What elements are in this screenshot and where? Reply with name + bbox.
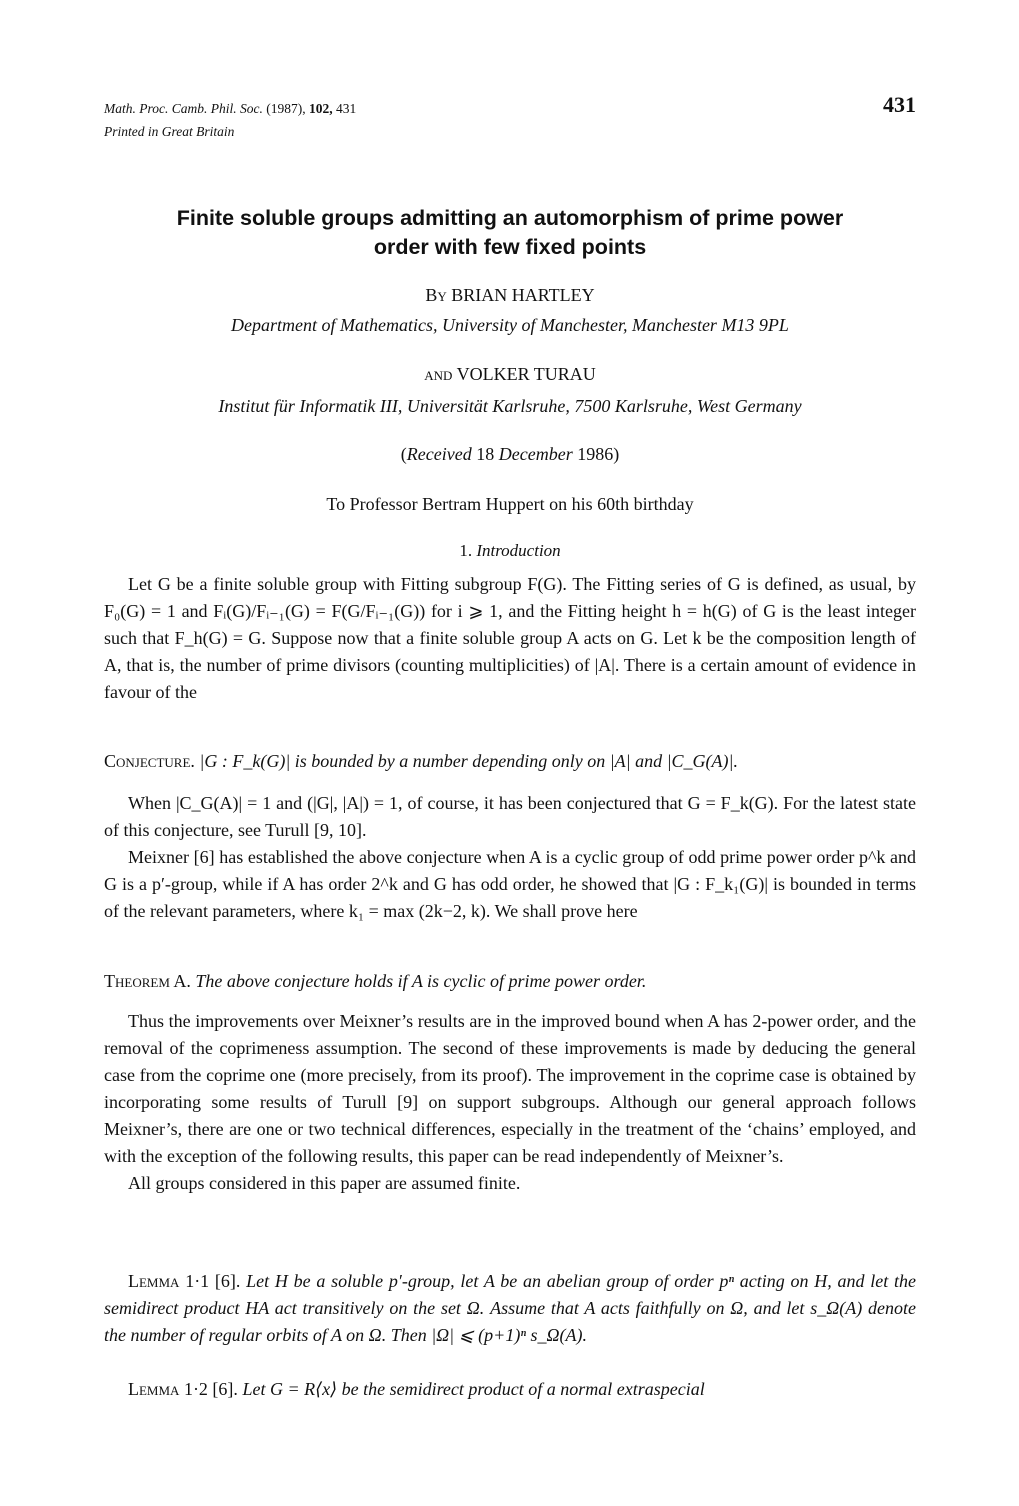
running-header	[104, 97, 356, 143]
paragraph-block-2	[104, 790, 916, 925]
section-title: Introduction	[476, 541, 561, 560]
dedication: To Professor Bertram Huppert on his 60th birthday	[326, 494, 694, 514]
conjecture-statement: |G : F_k(G)| is bounded by a number depending only on |A| and |C_G(A)|.	[199, 751, 738, 771]
paragraph: All groups considered in this paper are assumed finite.	[128, 1173, 521, 1193]
title-line-1: Finite soluble groups admitting an automorphism of prime power	[176, 206, 844, 230]
paper-page	[104, 0, 916, 1506]
citation-line	[104, 97, 356, 120]
author-2	[104, 364, 916, 385]
paragraph-block-3	[104, 1008, 916, 1197]
paragraph: Let G be a finite soluble group with Fitting subgroup F(G). The Fitting series of G is defined, as usual, by F₀(G) = 1 and Fᵢ(G)/Fᵢ₋₁(G) = F(G/Fᵢ₋₁(G)) for i ⩾ 1, and the Fitting height h = h(G) of G is the least integer such that F_h(G) = G. Suppose now that a finite soluble group A acts on G. Let k be the composition length of A, that is, the number of prime divisors (counting multiplicities) of |A|. There is a certain amount of evidence in favour of the	[104, 574, 916, 702]
section-heading	[104, 541, 916, 561]
author-1-name: BRIAN HARTLEY	[451, 285, 595, 305]
lemma-1-1	[104, 1268, 916, 1349]
theorem-a	[104, 968, 916, 995]
paragraph: Meixner [6] has established the above conjecture when A is a cyclic group of odd prime power order p^k and G is a p′-group, while if A has order 2^k and G has odd order, he showed that |G : F_k₁(G)| is bounded in terms of the relevant parameters, where k₁ = max (2k−2, k). We shall prove here	[104, 847, 916, 921]
received-date: (Received 18 December 1986)	[400, 444, 620, 464]
title-line-2: order with few fixed points	[373, 235, 647, 259]
by-label: By	[425, 285, 447, 305]
paragraph: Thus the improvements over Meixner’s results are in the improved bound when A has 2-power order, and the removal of the coprimeness assumption. The second of these improvements is made by deducing the general case from the coprime one (more precisely, from its proof). The improvement in the coprime case is obtained by incorporating some results of Turull [9] on support subgroups. Although our general approach follows Meixner’s, there are one or two technical differences, especially in the treatment of the ‘chains’ employed, and with the exception of the following results, this paper can be read independently of Meixner’s.	[104, 1011, 916, 1166]
section-number: 1.	[459, 541, 473, 560]
conjecture	[104, 748, 916, 775]
paragraph-intro	[104, 571, 916, 706]
journal-first-page: 431	[335, 101, 357, 116]
received-day: 18	[476, 444, 495, 464]
received-label: Received	[406, 444, 472, 464]
received-month: December	[498, 444, 573, 464]
lemma-statement: Let G = R⟨x⟩ be the semidirect product of a normal extraspecial	[242, 1379, 705, 1399]
page-number: 431	[883, 92, 916, 117]
theorem-label: Theorem A.	[104, 971, 191, 991]
affiliation-1: Department of Mathematics, University of Manchester, Manchester M13 9PL	[231, 315, 789, 335]
lemma-1-2	[104, 1376, 916, 1403]
lemma-label: Lemma 1·1 [6].	[128, 1271, 241, 1291]
journal-name: Math. Proc. Camb. Phil. Soc.	[104, 101, 263, 116]
journal-year: (1987),	[266, 101, 306, 116]
received-year: 1986	[577, 444, 614, 464]
and-label: and	[424, 364, 453, 384]
journal-volume: 102,	[308, 101, 333, 116]
paragraph: When |C_G(A)| = 1 and (|G|, |A|) = 1, of course, it has been conjectured that G = F_k(G). For the latest state of this conjecture, see Turull [9, 10].	[104, 793, 916, 840]
lemma-label: Lemma 1·2 [6].	[128, 1379, 238, 1399]
theorem-statement: The above conjecture holds if A is cyclic of prime power order.	[195, 971, 647, 991]
affiliation-2: Institut für Informatik III, Universität Karlsruhe, 7500 Karlsruhe, West Germany	[218, 396, 802, 416]
printed-line: Printed in Great Britain	[104, 124, 235, 139]
lemma-statement: Let H be a soluble p′-group, let A be an abelian group of order pⁿ acting on H, and let the semidirect product HA act transitively on the set Ω. Assume that A acts faithfully on Ω, and let s_Ω(A) denote the number of regular orbits of A on Ω. Then |Ω| ⩽ (p+1)ⁿ s_Ω(A).	[104, 1271, 916, 1345]
paper-title	[104, 204, 916, 262]
author-1	[104, 285, 916, 306]
conjecture-label: Conjecture.	[104, 751, 195, 771]
author-2-name: VOLKER TURAU	[456, 364, 596, 384]
